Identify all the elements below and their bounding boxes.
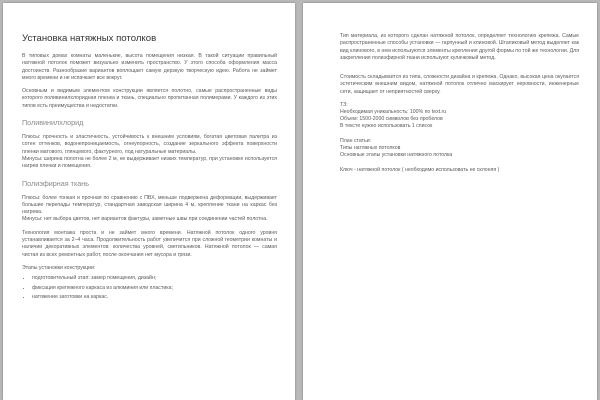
key-line: Ключ - натяжной потолок ( необходимо использовать не склоняя ) xyxy=(340,167,500,174)
pvc-cons-paragraph: Минусы: ширина полотна не более 2 м, не выдерживает низких температур, при установке используется нагрев пленки и помещения. xyxy=(22,155,277,170)
pvc-pros-paragraph: Плюсы: прочность и эластичность, устойчивость к внешним условиям, богатая цветовая палитра из сотен оттенков, водонепроницаемость, огнеупорность, создание зеркального эффекта поверхности пленки матового, глянцевого, фактурного, под натуральные материалы. xyxy=(22,134,277,155)
main-elements-paragraph: Основным и видимым элементом конструкции является полотно, самые распространенные виды которого поливинилхлоридная пленка и ткань, специально пропитанная полимерами. У каждого из этих типов есть преимущества и недостатки. xyxy=(22,88,277,109)
tz-line: Необходимая уникальность: 100% по text.ru xyxy=(340,109,447,116)
plan-label: План статьи: xyxy=(340,138,372,145)
intro-paragraph: В типовых домах комнаты маленькие, высота помещения низкая. В такой ситуации правильный натяжной потолок поможет визуально изменить пространство. У этого способа оформления масса достоинств. Разнообразие вариантов воплощает самую дерзкую творческую идею. Работа не займет много времени и не испачкает все вокруг. xyxy=(22,53,277,81)
plan-line: Основные этапы установки натяжного потолка xyxy=(340,152,453,159)
list-item: • фиксация крепежного каркаса из алюминия или пластика; xyxy=(32,284,277,293)
technology-paragraph: Технология монтажа проста и не займет много времени. Натяжной потолок одного уровня устанавливается за 2–4 часа. Продолжительность работ увеличится при сложной геометрии комнаты и наличии декоративных элементов: количества уровней, светильников. Натяжной потолок — самая чистая из всех ремонтных работ, после окончания нет мусора и грязи. xyxy=(22,229,277,258)
plan-block xyxy=(340,138,579,159)
plan-line: Типы натяжных потолков xyxy=(340,145,401,152)
stages-list xyxy=(22,274,277,302)
stages-intro: Этапы установки конструкции: xyxy=(22,264,96,271)
fabric-cons-paragraph: Минусы: нет выбора цветов, нет вариантов фактуры, заметные швы при соединении частей полотна. xyxy=(22,216,268,223)
fastening-paragraph: Тип материала, из которого сделан натяжной потолок, определяет технологию крепежа. Самые распространенные способы установки — гарпунный и клиновой. Штапиковый метод выделяет как вид клинового, в нем используются элементы крепления другой формы по той же технологии. Для закрепления полиэфирной ткани используют кулачковый метод. xyxy=(340,33,579,61)
tz-label: ТЗ: xyxy=(340,102,348,109)
fabric-pros-paragraph: Плюсы: более тонкая и прочная по сравнению с ПВХ, меньше подвержена деформации, выдерживает большие перепады температур, стандартная заводская ширина 4 м, крепление ткани на каркас без нагрева. xyxy=(22,194,277,216)
document-page-left xyxy=(3,3,295,400)
tz-line: Объем: 1500-2000 символов без пробелов xyxy=(340,116,443,123)
pvc-heading: Поливинилхлорид xyxy=(22,118,84,128)
tz-line: В тексте нужно использовать 1 список xyxy=(340,123,433,130)
list-item: • натяжение заготовки на каркас. xyxy=(32,293,277,302)
tz-block xyxy=(340,102,579,130)
cost-paragraph: Стоимость складывается из типа, сложности дизайна и крепежа. Однако, высокая цена окупается эстетическим внешним видом, натяжной потолок отлично маскирует неровности, инженерные сети, защищает от неприятностей сверху. xyxy=(340,74,579,95)
document-page-right xyxy=(303,3,597,400)
article-title: Установка натяжных потолков xyxy=(22,33,157,44)
fabric-heading: Полиэфирная ткань xyxy=(22,178,89,188)
list-item: • подготовительный этап: замер помещения, дизайн; xyxy=(32,274,277,283)
